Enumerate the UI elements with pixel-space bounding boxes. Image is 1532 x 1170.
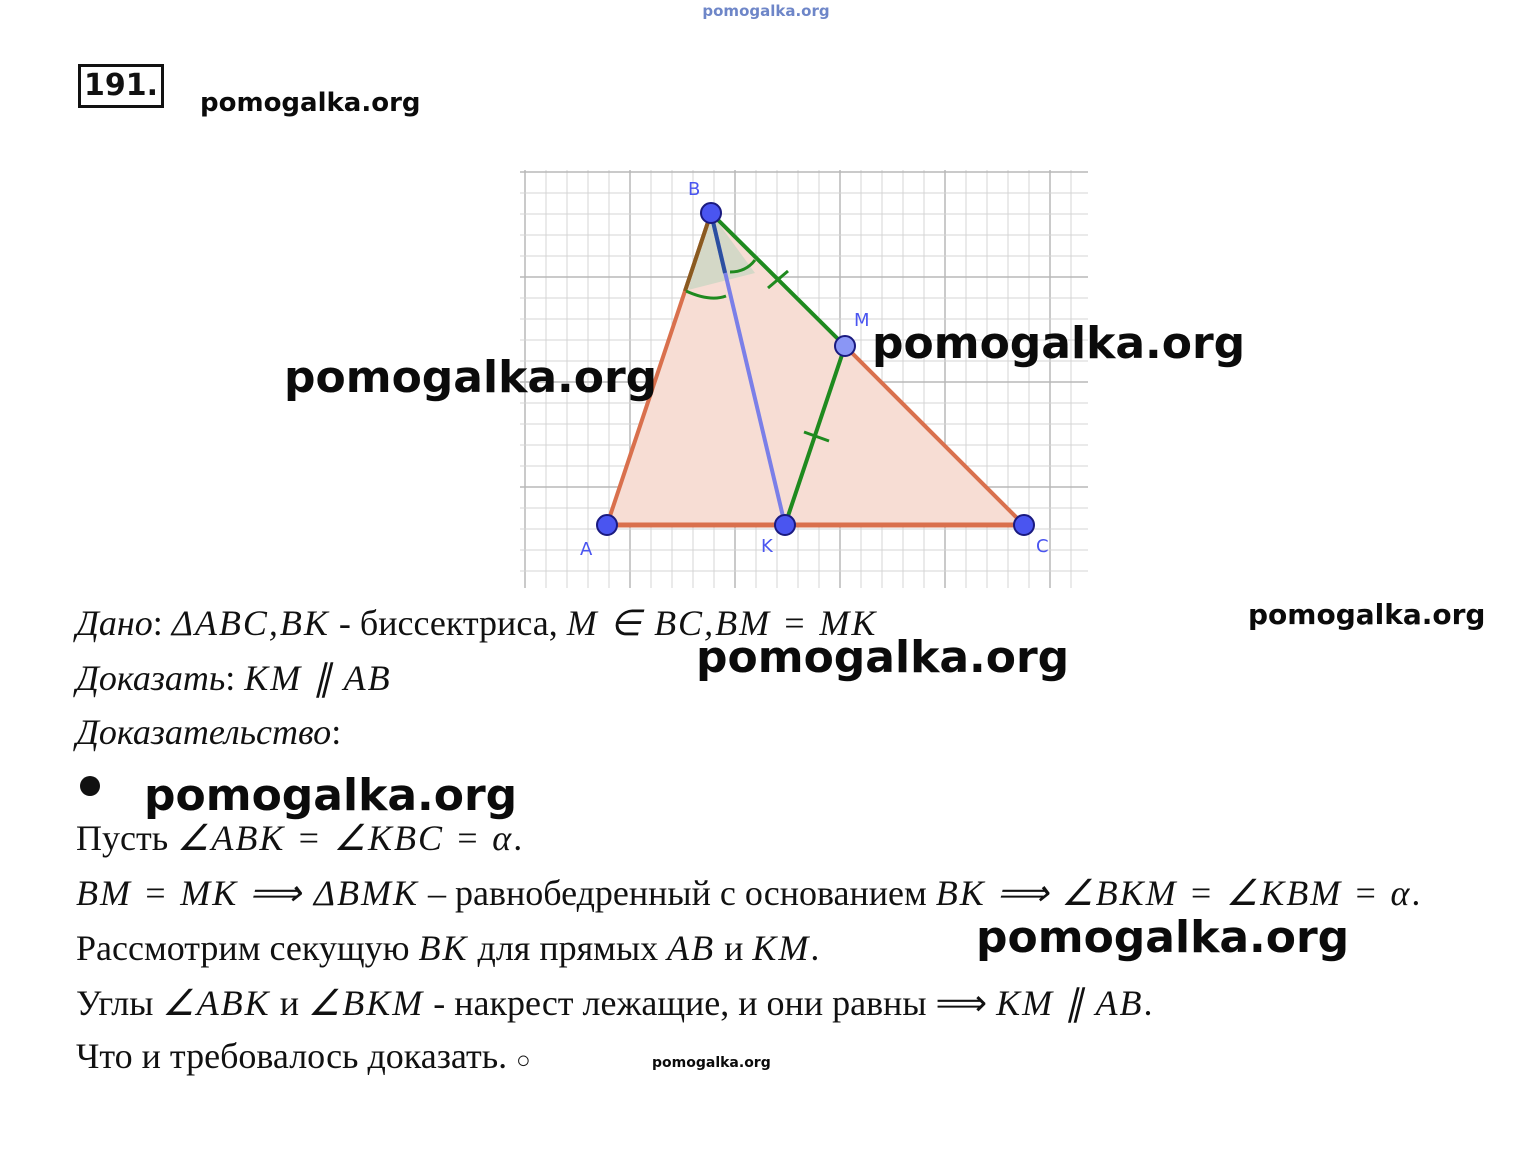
qed-symbol: ○ (516, 1048, 531, 1074)
given-text: - биссектриса, (329, 603, 567, 643)
given-label: Дано (76, 603, 153, 643)
proof-line-5 (76, 1036, 531, 1081)
proof-line-2 (76, 873, 1420, 913)
point-m (835, 336, 855, 356)
point-b (701, 203, 721, 223)
proof-line3-text1: Рассмотрим секущую (76, 928, 419, 968)
proof-line4-abk: ∠ABK (162, 983, 271, 1023)
proof-line3-km: KM (752, 928, 811, 968)
proof-line2-suffix: . (1411, 873, 1421, 913)
problem-number: 191. (78, 64, 164, 108)
bullet (80, 776, 100, 796)
label-k: K (761, 536, 773, 557)
proof-line1-prefix: Пусть (76, 818, 178, 858)
prove-label: Доказать (76, 658, 226, 698)
proof-line2-math1: BM = MK ⟹ ΔBMK (76, 873, 419, 913)
proof-line3-suffix: . (810, 928, 820, 968)
label-a: A (580, 539, 593, 560)
point-k (775, 515, 795, 535)
proof-line1-math: ∠ABK = ∠KBC = α (177, 818, 514, 858)
proof-line3-text2: для прямых (468, 928, 668, 968)
proof-line-1 (76, 818, 522, 858)
triangle-abc-fill (607, 213, 1024, 525)
proof-label-line (76, 712, 341, 752)
proof-line1-suffix: . (513, 818, 523, 858)
top-watermark: pomogalka.org (702, 2, 830, 20)
proof-line-3 (76, 928, 819, 968)
label-c: C (1036, 536, 1049, 557)
given-m-in-bc: M ∈ BC, (566, 603, 716, 643)
proof-line4-text2: - накрест лежащие, и они равны ⟹ (424, 983, 997, 1023)
given-triangle: ΔABC, (171, 603, 280, 643)
given-colon: : (152, 603, 163, 643)
watermark-center-given: pomogalka.org (696, 632, 1070, 683)
proof-line3-and: и (715, 928, 753, 968)
point-c (1014, 515, 1034, 535)
watermark-right-small: pomogalka.org (1248, 598, 1486, 631)
given-bk: BK (279, 603, 330, 643)
proof-colon: : (331, 712, 342, 752)
prove-line (76, 658, 392, 698)
watermark-left-figure: pomogalka.org (284, 352, 658, 403)
proof-line4-suffix: . (1143, 983, 1153, 1023)
proof-line4-and: и (270, 983, 308, 1023)
proof-label: Доказательство (76, 712, 332, 752)
watermark-right-proof: pomogalka.org (976, 912, 1350, 963)
given-bm-eq-mk: BM = MK (715, 603, 878, 643)
watermark-after-bullet: pomogalka.org (144, 770, 518, 821)
proof-line-4 (76, 983, 1152, 1023)
watermark-bottom-small: pomogalka.org (652, 1055, 771, 1071)
label-b: B (688, 179, 701, 200)
proof-line2-text: – равнобедренный с основанием (419, 873, 936, 913)
proof-line4-math: KM ∥ AB (996, 983, 1144, 1023)
proof-line4-bkm: ∠BKM (307, 983, 425, 1023)
prove-statement: KM ∥ AB (244, 658, 392, 698)
point-a (597, 515, 617, 535)
prove-colon: : (225, 658, 236, 698)
label-m: M (854, 310, 870, 331)
proof-line3-ab: AB (667, 928, 716, 968)
proof-line2-math2: BK ⟹ ∠BKM = ∠KBM = α (935, 873, 1412, 913)
proof-line3-bk: BK (418, 928, 469, 968)
proof-line5-text: Что и требовалось доказать. (76, 1036, 517, 1076)
proof-line4-text1: Углы (76, 983, 163, 1023)
header-watermark: pomogalka.org (200, 88, 421, 118)
watermark-right-m: pomogalka.org (872, 318, 1246, 369)
